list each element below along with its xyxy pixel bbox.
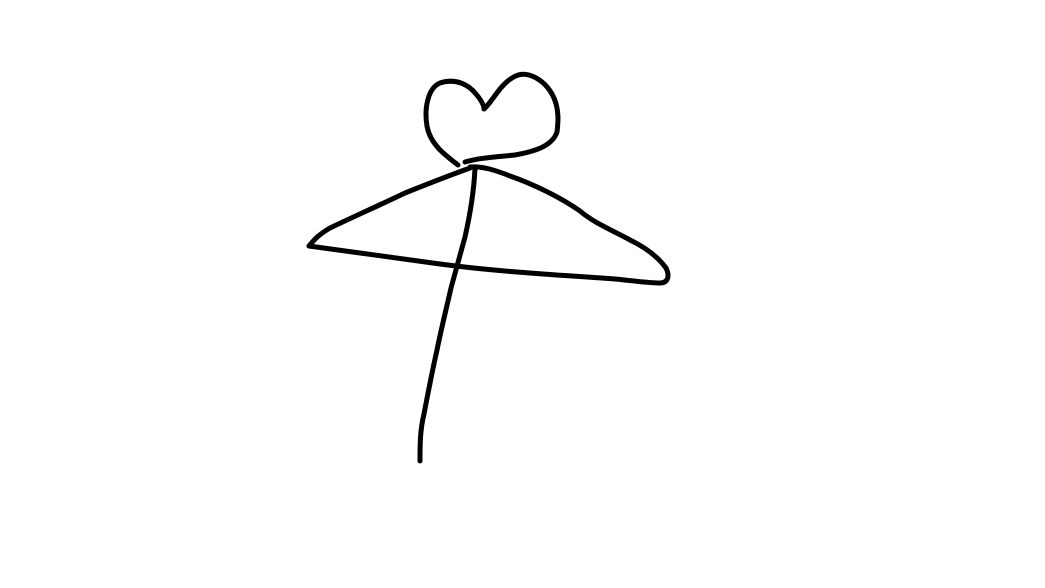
hanger-bottom-bar-stroke	[309, 246, 668, 283]
heart-loop-stroke	[426, 74, 558, 165]
hanger-right-arm-stroke	[470, 167, 666, 268]
hanger-left-arm-stroke	[309, 168, 470, 246]
vertical-pole-stroke	[420, 168, 475, 461]
